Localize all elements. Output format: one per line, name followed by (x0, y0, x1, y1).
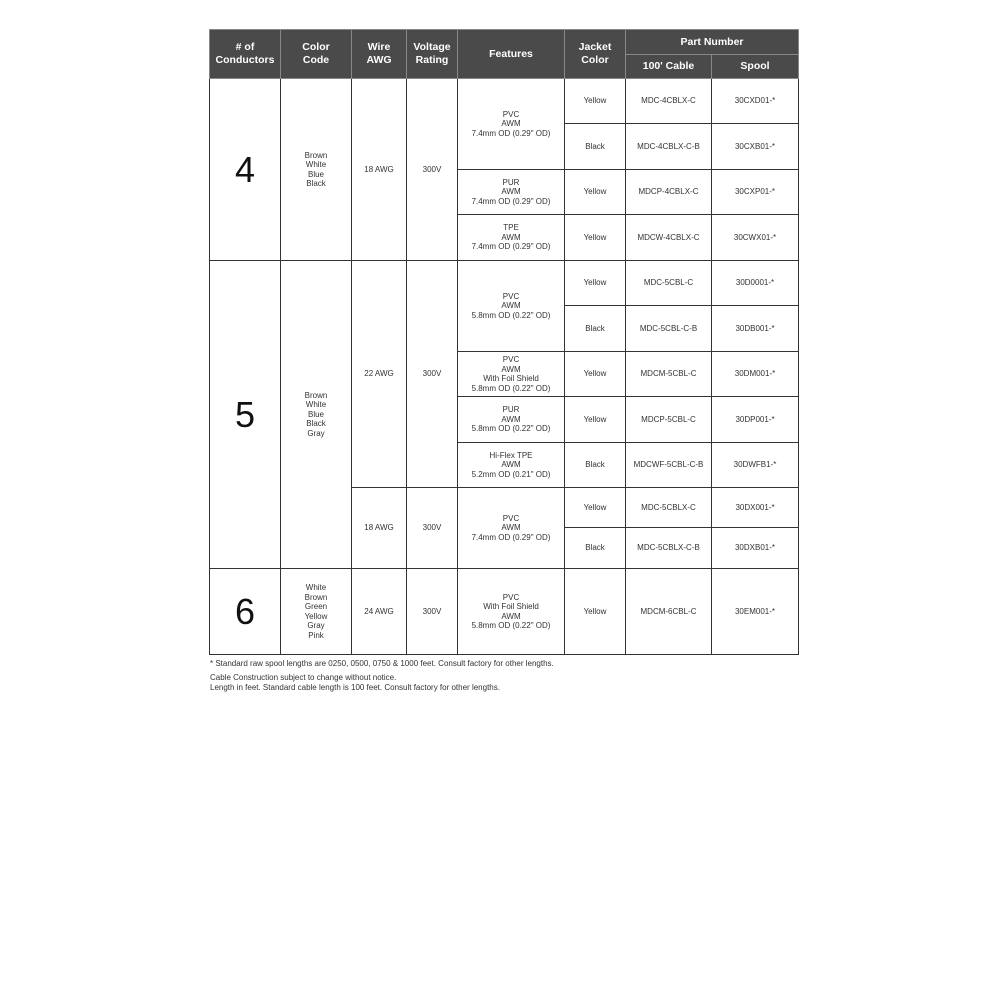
color-code-cell: Brown White Blue Black Gray (281, 261, 352, 569)
jacket-color-cell: Yellow (565, 488, 626, 528)
spool-part-number: 30CWX01-* (712, 215, 799, 261)
conductor-count: 6 (210, 569, 281, 655)
jacket-color-cell: Black (565, 443, 626, 488)
table-row (210, 79, 799, 124)
jacket-color-cell: Yellow (565, 569, 626, 655)
header-jacket-color: Jacket Color (565, 30, 626, 79)
header-cable: 100' Cable (626, 55, 712, 79)
jacket-color-cell: Yellow (565, 352, 626, 397)
features-cell: PVC AWM 7.4mm OD (0.29" OD) (458, 79, 565, 170)
jacket-color-cell: Black (565, 528, 626, 569)
header-wire-awg: Wire AWG (352, 30, 407, 79)
spool-part-number: 30DWFB1-* (712, 443, 799, 488)
voltage-cell: 300V (407, 569, 458, 655)
features-cell: PVC AWM With Foil Shield 5.8mm OD (0.22" OD) (458, 352, 565, 397)
voltage-cell: 300V (407, 79, 458, 261)
cable-part-number: MDC-4CBLX-C (626, 79, 712, 124)
header-color-code: Color Code (281, 30, 352, 79)
cable-part-number: MDCM-5CBL-C (626, 352, 712, 397)
jacket-color-cell: Yellow (565, 79, 626, 124)
cable-part-number: MDC-4CBLX-C-B (626, 124, 712, 170)
spool-part-number: 30DXB01-* (712, 528, 799, 569)
features-cell: PVC AWM 7.4mm OD (0.29" OD) (458, 488, 565, 569)
header-conductors: # of Conductors (210, 30, 281, 79)
voltage-cell: 300V (407, 261, 458, 488)
spool-part-number: 30DB001-* (712, 306, 799, 352)
cable-part-number: MDCM-6CBL-C (626, 569, 712, 655)
jacket-color-cell: Yellow (565, 261, 626, 306)
wire-awg-cell: 18 AWG (352, 488, 407, 569)
features-cell: Hi-Flex TPE AWM 5.2mm OD (0.21" OD) (458, 443, 565, 488)
jacket-color-cell: Yellow (565, 397, 626, 443)
cable-part-number: MDC-5CBL-C (626, 261, 712, 306)
wire-awg-cell: 22 AWG (352, 261, 407, 488)
features-cell: PVC AWM 5.8mm OD (0.22" OD) (458, 261, 565, 352)
conductor-count: 4 (210, 79, 281, 261)
jacket-color-cell: Black (565, 124, 626, 170)
cable-part-number: MDC-5CBLX-C (626, 488, 712, 528)
header-part-number: Part Number (626, 30, 799, 55)
cable-part-number: MDCW-4CBLX-C (626, 215, 712, 261)
cable-part-number: MDCP-4CBLX-C (626, 170, 712, 215)
spool-part-number: 30CXB01-* (712, 124, 799, 170)
cable-part-number: MDC-5CBLX-C-B (626, 528, 712, 569)
spool-part-number: 30EM001-* (712, 569, 799, 655)
features-cell: TPE AWM 7.4mm OD (0.29" OD) (458, 215, 565, 261)
cable-part-number: MDC-5CBL-C-B (626, 306, 712, 352)
color-code-cell: White Brown Green Yellow Gray Pink (281, 569, 352, 655)
jacket-color-cell: Yellow (565, 170, 626, 215)
header-features: Features (458, 30, 565, 79)
spool-part-number: 30DP001-* (712, 397, 799, 443)
spool-part-number: 30CXP01-* (712, 170, 799, 215)
spool-part-number: 30CXD01-* (712, 79, 799, 124)
wire-awg-cell: 24 AWG (352, 569, 407, 655)
header-spool: Spool (712, 55, 799, 79)
features-cell: PUR AWM 7.4mm OD (0.29" OD) (458, 170, 565, 215)
table-row (210, 261, 799, 306)
cable-part-number: MDCP-5CBL-C (626, 397, 712, 443)
spool-part-number: 30D0001-* (712, 261, 799, 306)
footnote-spool-lengths: * Standard raw spool lengths are 0250, 0500, 0750 & 1000 feet. Consult factory for other lengths. (210, 659, 554, 668)
jacket-color-cell: Black (565, 306, 626, 352)
features-cell: PUR AWM 5.8mm OD (0.22" OD) (458, 397, 565, 443)
cable-part-number: MDCWF-5CBL-C-B (626, 443, 712, 488)
cable-spec-table (209, 29, 799, 655)
footnote-length: Length in feet. Standard cable length is 100 feet. Consult factory for other lengths. (210, 683, 500, 692)
wire-awg-cell: 18 AWG (352, 79, 407, 261)
color-code-cell: Brown White Blue Black (281, 79, 352, 261)
spool-part-number: 30DX001-* (712, 488, 799, 528)
voltage-cell: 300V (407, 488, 458, 569)
footnote-construction: Cable Construction subject to change without notice. (210, 673, 397, 682)
table-row (210, 569, 799, 655)
jacket-color-cell: Yellow (565, 215, 626, 261)
spool-part-number: 30DM001-* (712, 352, 799, 397)
footnotes (210, 659, 810, 693)
features-cell: PVC With Foil Shield AWM 5.8mm OD (0.22" OD) (458, 569, 565, 655)
header-voltage-rating: Voltage Rating (407, 30, 458, 79)
conductor-count: 5 (210, 261, 281, 569)
